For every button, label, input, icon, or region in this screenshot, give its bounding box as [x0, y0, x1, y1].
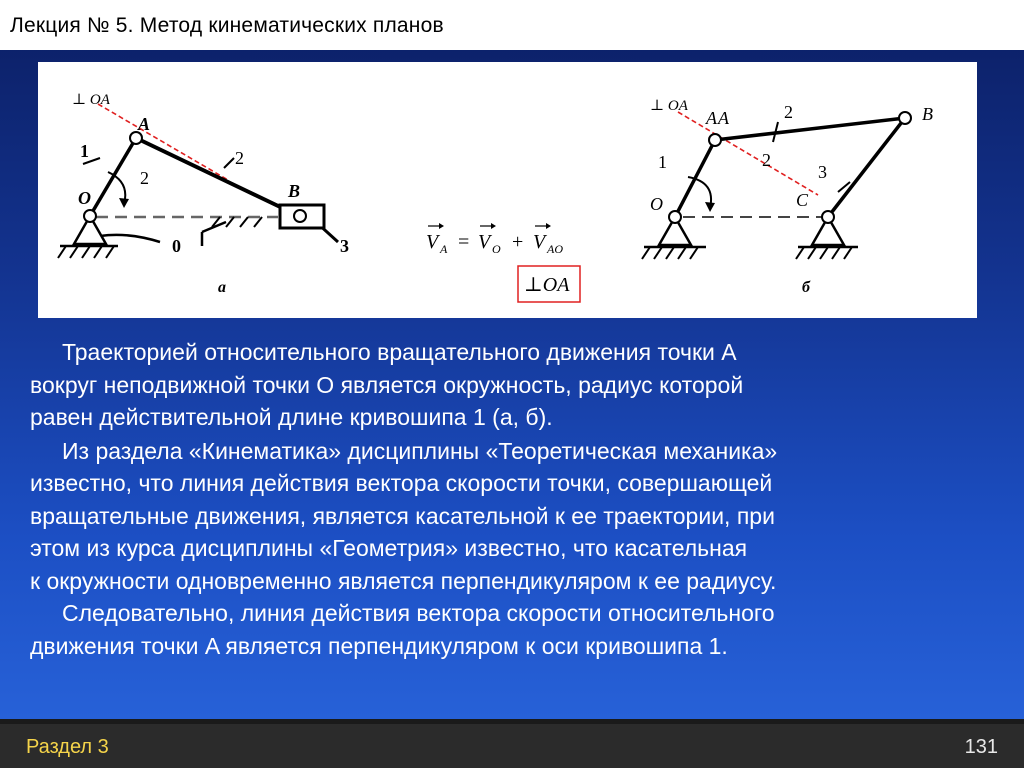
perp-box-text: ⊥OA [524, 274, 570, 296]
p2-line-5: к окружности одновременно является перпендикуляром к ее радиусу. [30, 567, 777, 594]
label-O-right: O [650, 194, 663, 214]
p3-line-2: движения точки A является перпендикуляром к оси кривошипа 1. [30, 632, 728, 659]
left-diagram [58, 92, 349, 296]
title-bar [0, 0, 1024, 50]
formula-V-A: V [426, 231, 439, 253]
slide-title: Лекция № 5. Метод кинематических планов [10, 14, 444, 37]
formula-sub-AO: AO [547, 242, 563, 256]
right-diagram [642, 98, 933, 296]
label-A-left: A [138, 114, 151, 134]
rod-link-left [136, 138, 297, 215]
mechanism-diagrams [38, 62, 977, 318]
label-B-left: B [288, 181, 301, 201]
paragraph-3 [30, 597, 970, 662]
perp-line-right [678, 112, 818, 195]
kinematic-figure [38, 62, 977, 318]
body-text [30, 336, 970, 662]
joint-O-left [84, 210, 96, 222]
label-B-right: B [922, 104, 933, 124]
paragraph-2 [30, 435, 970, 598]
label-2-mid-right: 2 [762, 150, 771, 170]
perp-label-left: ⊥ OA [72, 92, 110, 108]
label-C-right: C [796, 190, 809, 210]
caption-a: а [218, 279, 226, 296]
formula-V-O: V [478, 231, 491, 253]
velocity-formula [426, 223, 580, 302]
crank-link-left [90, 138, 136, 216]
label-3-left: 3 [340, 236, 349, 256]
label-1-left: 1 [80, 141, 89, 161]
formula-eq: = [458, 231, 470, 253]
p2-line-1: Из раздела «Кинематика» дисциплины «Теоретическая механика» [62, 437, 778, 464]
frame-line-left [100, 235, 160, 242]
p2-line-4: этом из курса дисциплины «Геометрия» известно, что касательная [30, 535, 748, 561]
label-1-right: 1 [658, 152, 667, 172]
paragraph-1 [30, 336, 970, 434]
label-A-right: A [706, 108, 717, 128]
label-2-mid-left: 2 [140, 168, 149, 188]
formula-sub-A: A [440, 242, 448, 256]
label-2-top-left: 2 [235, 148, 244, 168]
label-A2-right: A [718, 108, 729, 128]
p1-line-2: вокруг неподвижной точки O является окружность, радиус которой [30, 371, 744, 398]
section-label: Раздел 3 [26, 736, 109, 758]
formula-V-AO: V [533, 231, 546, 253]
p1-line-1: Траекторией относительного вращательного движения точки A [62, 339, 737, 365]
label-0-left: 0 [172, 236, 181, 256]
p3-line-1: Следовательно, линия действия вектора скорости относительного [62, 600, 775, 626]
formula-sub-O: O [492, 242, 501, 256]
label-2-top-right: 2 [784, 102, 793, 122]
caption-b: б [802, 279, 810, 296]
perp-label-right: ⊥ OA [650, 98, 688, 114]
joint-B-left [294, 210, 306, 222]
label-O-left: O [78, 188, 91, 208]
formula-plus: + [512, 231, 524, 253]
footer-bar [0, 724, 1024, 768]
p1-line-3: равен действительной длине кривошипа 1 (а, б). [30, 404, 553, 430]
page-number: 131 [964, 736, 998, 758]
label-3-right: 3 [818, 162, 827, 182]
p2-line-2: известно, что линия действия вектора скорости точки, совершающей [30, 470, 773, 496]
p2-line-3: вращательные движения, является касательной к ее траектории, при [30, 502, 775, 529]
